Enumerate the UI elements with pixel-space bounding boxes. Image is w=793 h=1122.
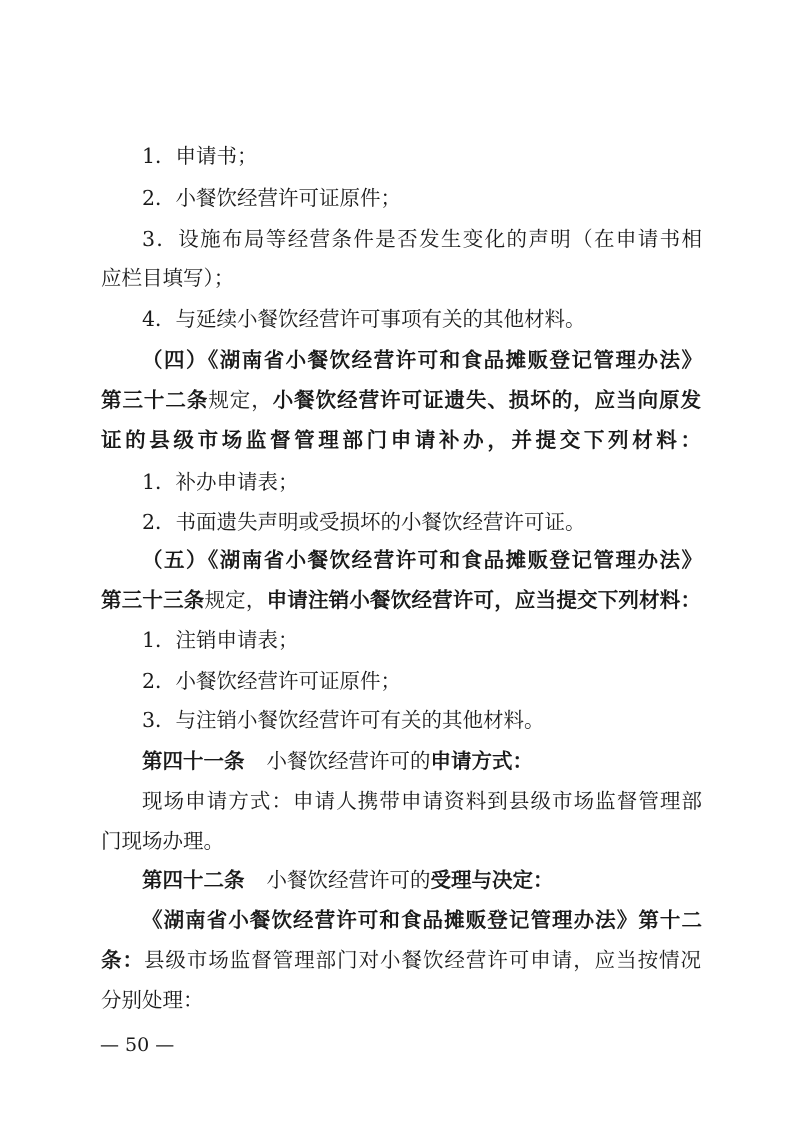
plain-text: 规定， (208, 388, 273, 412)
text-line-regulation: 《湖南省小餐饮经营许可和食品摊贩登记管理办法》第十二 (142, 908, 702, 932)
text-line-bold: 证的县级市场监督管理部门申请补办，并提交下列材料： (101, 428, 701, 452)
plain-text: 小餐饮经营许可的 (266, 868, 431, 892)
text-line-article-33 (101, 580, 701, 620)
list-item-other-materials: 4．与延续小餐饮经营许可事项有关的其他材料。 (142, 307, 586, 331)
text-line-last: 分别处理： (101, 988, 204, 1012)
list-item-license-original-2: 2．小餐饮经营许可证原件； (142, 669, 402, 693)
section-heading-five: （五）《湖南省小餐饮经营许可和食品摊贩登记管理办法》 (142, 548, 702, 572)
plain-text: 规定， (204, 588, 267, 612)
text-line-article-12 (101, 940, 701, 980)
list-item-application-form: 1．申请书； (142, 144, 258, 168)
text-line-onsite: 现场申请方式：申请人携带申请资料到县级市场监督管理部 (142, 789, 702, 813)
article-42-heading (142, 860, 702, 900)
section-heading-four: （四）《湖南省小餐饮经营许可和食品摊贩登记管理办法》 (142, 348, 702, 372)
article-41-heading (142, 741, 702, 781)
list-item-loss-statement: 2．书面遗失声明或受损坏的小餐饮经营许可证。 (142, 510, 586, 534)
page-number: — 50 — (100, 1034, 175, 1056)
article-number: 第四十二条 (142, 868, 245, 892)
bold-text: 申请注销小餐饮经营许可，应当提交下列材料： (266, 588, 701, 612)
list-item-facility-statement: 3．设施布局等经营条件是否发生变化的声明（在申请书相 (142, 227, 702, 251)
article-ref: 第三十二条 (101, 388, 209, 412)
list-item-cancel-other: 3．与注销小餐饮经营许可有关的其他材料。 (142, 708, 545, 732)
text-line-article-32 (101, 380, 701, 420)
list-item-cancel-form: 1．注销申请表； (142, 628, 299, 652)
plain-text: 县级市场监督管理部门对小餐饮经营许可申请，应当按情况 (143, 948, 701, 972)
article-number: 第四十一条 (142, 749, 245, 773)
list-item-reissue-form: 1．补办申请表； (142, 470, 299, 494)
text-line-continuation-2: 门现场办理。 (101, 829, 224, 853)
bold-text: 受理与决定： (430, 868, 554, 892)
text-line-continuation: 应栏目填写）； (101, 266, 235, 290)
list-item-license-original: 2．小餐饮经营许可证原件； (142, 186, 402, 210)
bold-text: 条： (101, 948, 144, 972)
plain-text: 小餐饮经营许可的 (266, 749, 431, 773)
bold-text: 小餐饮经营许可证遗失、损坏的，应当向原发 (272, 388, 701, 412)
bold-text: 申请方式： (430, 749, 533, 773)
article-ref: 第三十三条 (101, 588, 205, 612)
